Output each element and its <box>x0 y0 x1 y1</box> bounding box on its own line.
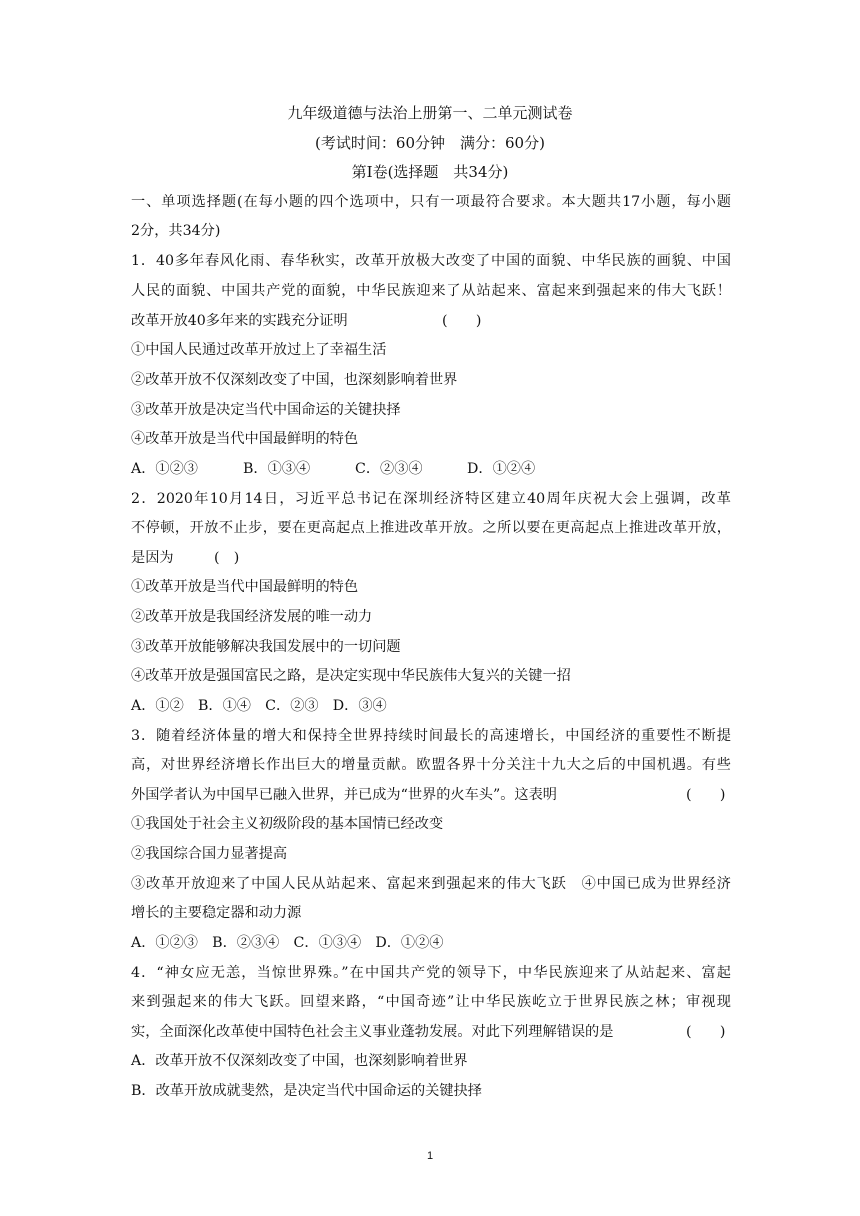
question-3-stem: 3．随着经济体量的增大和保持全世界持续时间最长的高速增长，中国经济的重要性不断提 <box>131 728 731 744</box>
statement: ①中国人民通过改革开放过上了幸福生活 <box>131 342 387 358</box>
answer-bracket: ( ) <box>442 313 482 329</box>
answer-bracket: ( ) <box>686 1024 726 1040</box>
question-4-stem: 来到强起来的伟大飞跃。回望来路，“中国奇迹”让中华民族屹立于世界民族之林；审视现 <box>131 994 731 1010</box>
question-3-stem: 外国学者认为中国早已融入世界，并已成为“世界的火车头”。这表明 <box>131 787 557 803</box>
question-2-stem: 2．2020年10月14日，习近平总书记在深圳经济特区建立40周年庆祝大会上强调，改革 <box>131 491 731 507</box>
statement: ②改革开放是我国经济发展的唯一动力 <box>131 609 373 625</box>
choice-d: D．①②④ <box>467 461 536 477</box>
statement: 增长的主要稳定器和动力源 <box>131 905 302 921</box>
question-4-stem: 4．“神女应无恙，当惊世界殊。”在中国共产党的领导下，中华民族迎来了从站起来、富起 <box>131 965 731 981</box>
question-1-stem: 1．40多年春风化雨、春华秋实，改革开放极大改变了中国的面貌、中华民族的画貌、中国 <box>131 253 731 269</box>
choice-c: C．②③④ <box>355 461 423 477</box>
answer-bracket: ( ) <box>686 787 726 803</box>
question-4-stem: 实，全面深化改革使中国特色社会主义事业蓬勃发展。对此下列理解错误的是 <box>131 1024 614 1040</box>
statement: ③改革开放迎来了中国人民从站起来、富起来到强起来的伟大飞跃 ④中国已成为世界经济 <box>131 876 731 892</box>
exam-info: (考试时间：60分钟 满分：60分) <box>315 134 545 152</box>
choices-line: A．①②③ B．②③④ C．①③④ D．①②④ <box>131 935 444 951</box>
volume-title: 第Ⅰ卷(选择题 共34分) <box>351 163 509 181</box>
statement: ③改革开放能够解决我国发展中的一切问题 <box>131 639 401 655</box>
question-2-stem: 不停顿，开放不止步，要在更高起点上推进改革开放。之所以要在更高起点上推进改革开放， <box>131 520 731 536</box>
choice-b: B．改革开放成就斐然，是决定当代中国命运的关键抉择 <box>131 1083 482 1099</box>
document-title: 九年级道德与法治上册第一、二单元测试卷 <box>287 104 573 122</box>
statement: ②我国综合国力显著提高 <box>131 846 288 862</box>
question-2-stem: 是因为 <box>131 550 174 566</box>
section-heading: 一、单项选择题(在每小题的四个选项中，只有一项最符合要求。本大题共17小题，每小题 <box>131 194 731 210</box>
statement: ③改革开放是决定当代中国命运的关键抉择 <box>131 402 401 418</box>
page-number: 1 <box>426 1150 434 1162</box>
statement: ④改革开放是强国富民之路，是决定实现中华民族伟大复兴的关键一招 <box>131 668 571 684</box>
question-3-stem: 高，对世界经济增长作出巨大的增量贡献。欧盟各界十分关注十九大之后的中国机遇。有些 <box>131 757 731 773</box>
choices-line: A．①② B．①④ C．②③ D．③④ <box>131 698 387 714</box>
statement: ②改革开放不仅深刻改变了中国，也深刻影响着世界 <box>131 372 458 388</box>
section-heading-cont: 2分，共34分) <box>131 223 221 239</box>
choice-a: A．①②③ <box>131 461 198 477</box>
question-1-stem: 人民的面貌、中国共产党的面貌，中华民族迎来了从站起来、富起来到强起来的伟大飞跃！ <box>131 283 731 299</box>
answer-bracket: ( ) <box>214 550 240 566</box>
statement: ①改革开放是当代中国最鲜明的特色 <box>131 579 359 595</box>
question-1-stem: 改革开放40多年来的实践充分证明 <box>131 313 348 329</box>
statement: ①我国处于社会主义初级阶段的基本国情已经改变 <box>131 816 444 832</box>
choice-a: A．改革开放不仅深刻改变了中国，也深刻影响着世界 <box>131 1053 468 1069</box>
statement: ④改革开放是当代中国最鲜明的特色 <box>131 431 359 447</box>
choice-b: B．①③④ <box>243 461 311 477</box>
